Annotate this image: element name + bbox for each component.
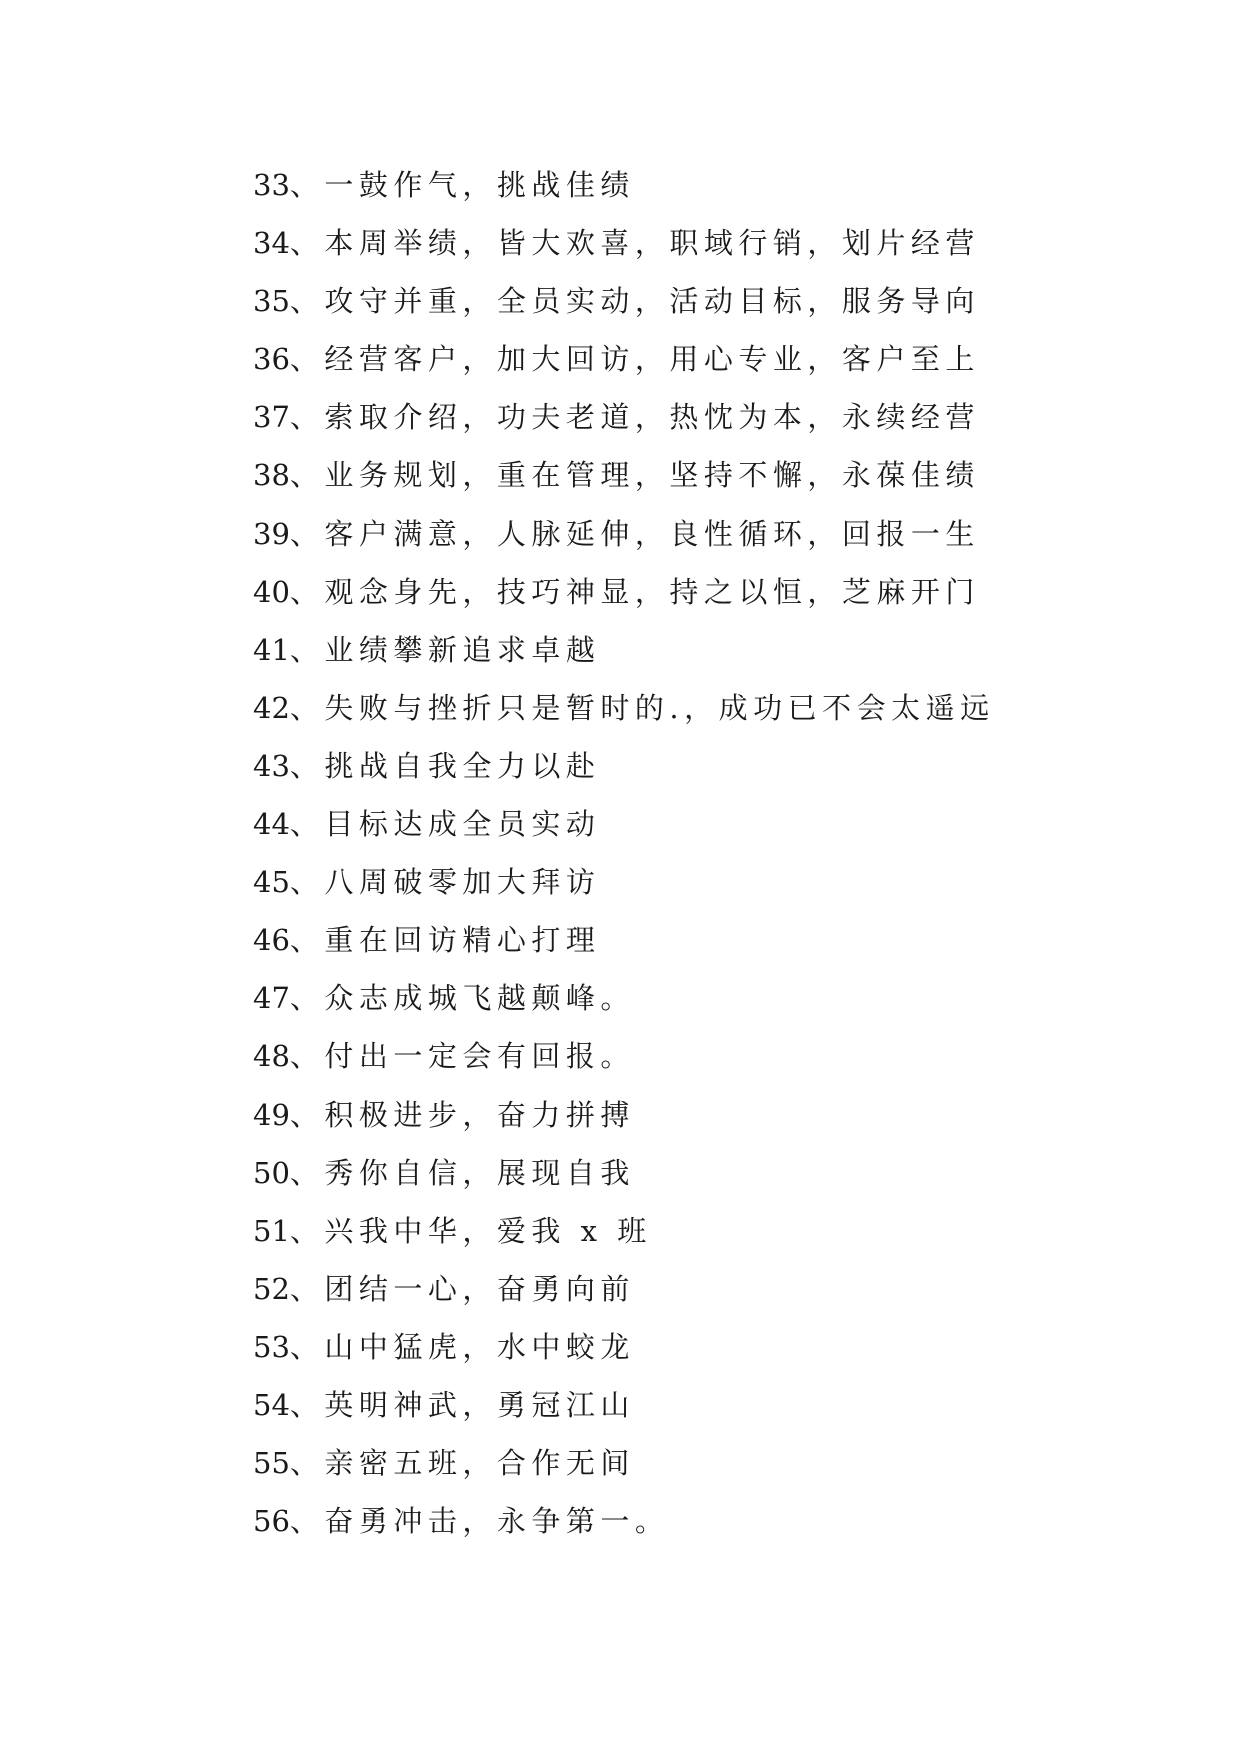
- item-number: 33: [253, 168, 290, 202]
- list-item: [253, 1383, 995, 1441]
- item-text: 、秀你自信，展现自我: [289, 1155, 635, 1190]
- item-text: 、付出一定会有回报。: [289, 1039, 635, 1074]
- item-text: 、索取介绍，功夫老道，热忱为本，永续经营: [289, 400, 980, 435]
- item-number: 48: [253, 1039, 290, 1074]
- item-number: 49: [253, 1097, 290, 1132]
- item-number: 45: [253, 865, 290, 900]
- item-number: 50: [253, 1155, 290, 1190]
- item-number: 40: [253, 574, 290, 609]
- item-number: 55: [253, 1446, 290, 1481]
- item-text: 、一鼓作气，挑战佳绩: [289, 168, 635, 202]
- item-text: 、八周破零加大拜访: [289, 865, 601, 900]
- item-text: 、经营客户，加大回访，用心专业，客户至上: [289, 342, 980, 377]
- item-number: 51: [253, 1213, 290, 1248]
- item-text: 、积极进步，奋力拼搏: [289, 1097, 635, 1132]
- item-text: 、攻守并重，全员实动，活动目标，服务导向: [289, 284, 980, 319]
- list-item: [253, 453, 995, 511]
- list-item: [253, 1034, 995, 1092]
- list-item: [253, 628, 995, 686]
- list-item: [253, 1499, 995, 1557]
- item-text: 、团结一心，奋勇向前: [289, 1271, 635, 1306]
- item-text: 、目标达成全员实动: [289, 807, 601, 842]
- slogan-list: [253, 163, 995, 1557]
- item-text: 、亲密五班，合作无间: [289, 1446, 635, 1481]
- list-item: [253, 279, 995, 337]
- item-number: 43: [253, 748, 290, 783]
- item-number: 41: [253, 632, 290, 667]
- item-number: 46: [253, 923, 290, 958]
- item-text: 、奋勇冲击，永争第一。: [289, 1504, 670, 1539]
- item-text: 、业务规划，重在管理，坚持不懈，永葆佳绩: [289, 458, 980, 493]
- item-number: 47: [253, 981, 290, 1016]
- item-number: 54: [253, 1387, 290, 1422]
- item-number: 44: [253, 807, 290, 842]
- item-number: 34: [253, 226, 290, 261]
- item-text: 、兴我中华，爱我 x 班: [289, 1213, 652, 1248]
- item-text: 、英明神武，勇冠江山: [289, 1387, 635, 1422]
- item-text: 、重在回访精心打理: [289, 923, 601, 958]
- item-number: 35: [253, 284, 290, 319]
- list-item: [253, 1325, 995, 1383]
- list-item: [253, 860, 995, 918]
- list-item: [253, 1093, 995, 1151]
- item-number: 56: [253, 1504, 290, 1539]
- item-number: 52: [253, 1271, 290, 1306]
- list-item: [253, 163, 995, 221]
- item-text: 、观念身先，技巧神显，持之以恒，芝麻开门: [289, 574, 980, 609]
- list-item: [253, 395, 995, 453]
- item-number: 37: [253, 400, 290, 435]
- list-item: [253, 1267, 995, 1325]
- item-text: 、失败与挫折只是暂时的.，成功已不会太遥远: [289, 690, 995, 725]
- item-number: 38: [253, 458, 290, 493]
- list-item: [253, 1441, 995, 1499]
- item-text: 、客户满意，人脉延伸，良性循环，回报一生: [289, 516, 980, 551]
- list-item: [253, 744, 995, 802]
- list-item: [253, 918, 995, 976]
- list-item: [253, 1151, 995, 1209]
- list-item: [253, 570, 995, 628]
- item-number: 39: [253, 516, 290, 551]
- list-item: [253, 221, 995, 279]
- list-item: [253, 512, 995, 570]
- list-item: [253, 802, 995, 860]
- list-item: [253, 976, 995, 1034]
- list-item: [253, 337, 995, 395]
- item-number: 53: [253, 1329, 290, 1364]
- item-text: 、挑战自我全力以赴: [289, 748, 601, 783]
- item-text: 、山中猛虎，水中蛟龙: [289, 1329, 635, 1364]
- item-text: 、业绩攀新追求卓越: [289, 632, 601, 667]
- item-number: 42: [253, 690, 290, 725]
- item-text: 、本周举绩，皆大欢喜，职域行销，划片经营: [289, 226, 980, 261]
- item-text: 、众志成城飞越颠峰。: [289, 981, 635, 1016]
- item-number: 36: [253, 342, 290, 377]
- list-item: [253, 686, 995, 744]
- list-item: [253, 1209, 995, 1267]
